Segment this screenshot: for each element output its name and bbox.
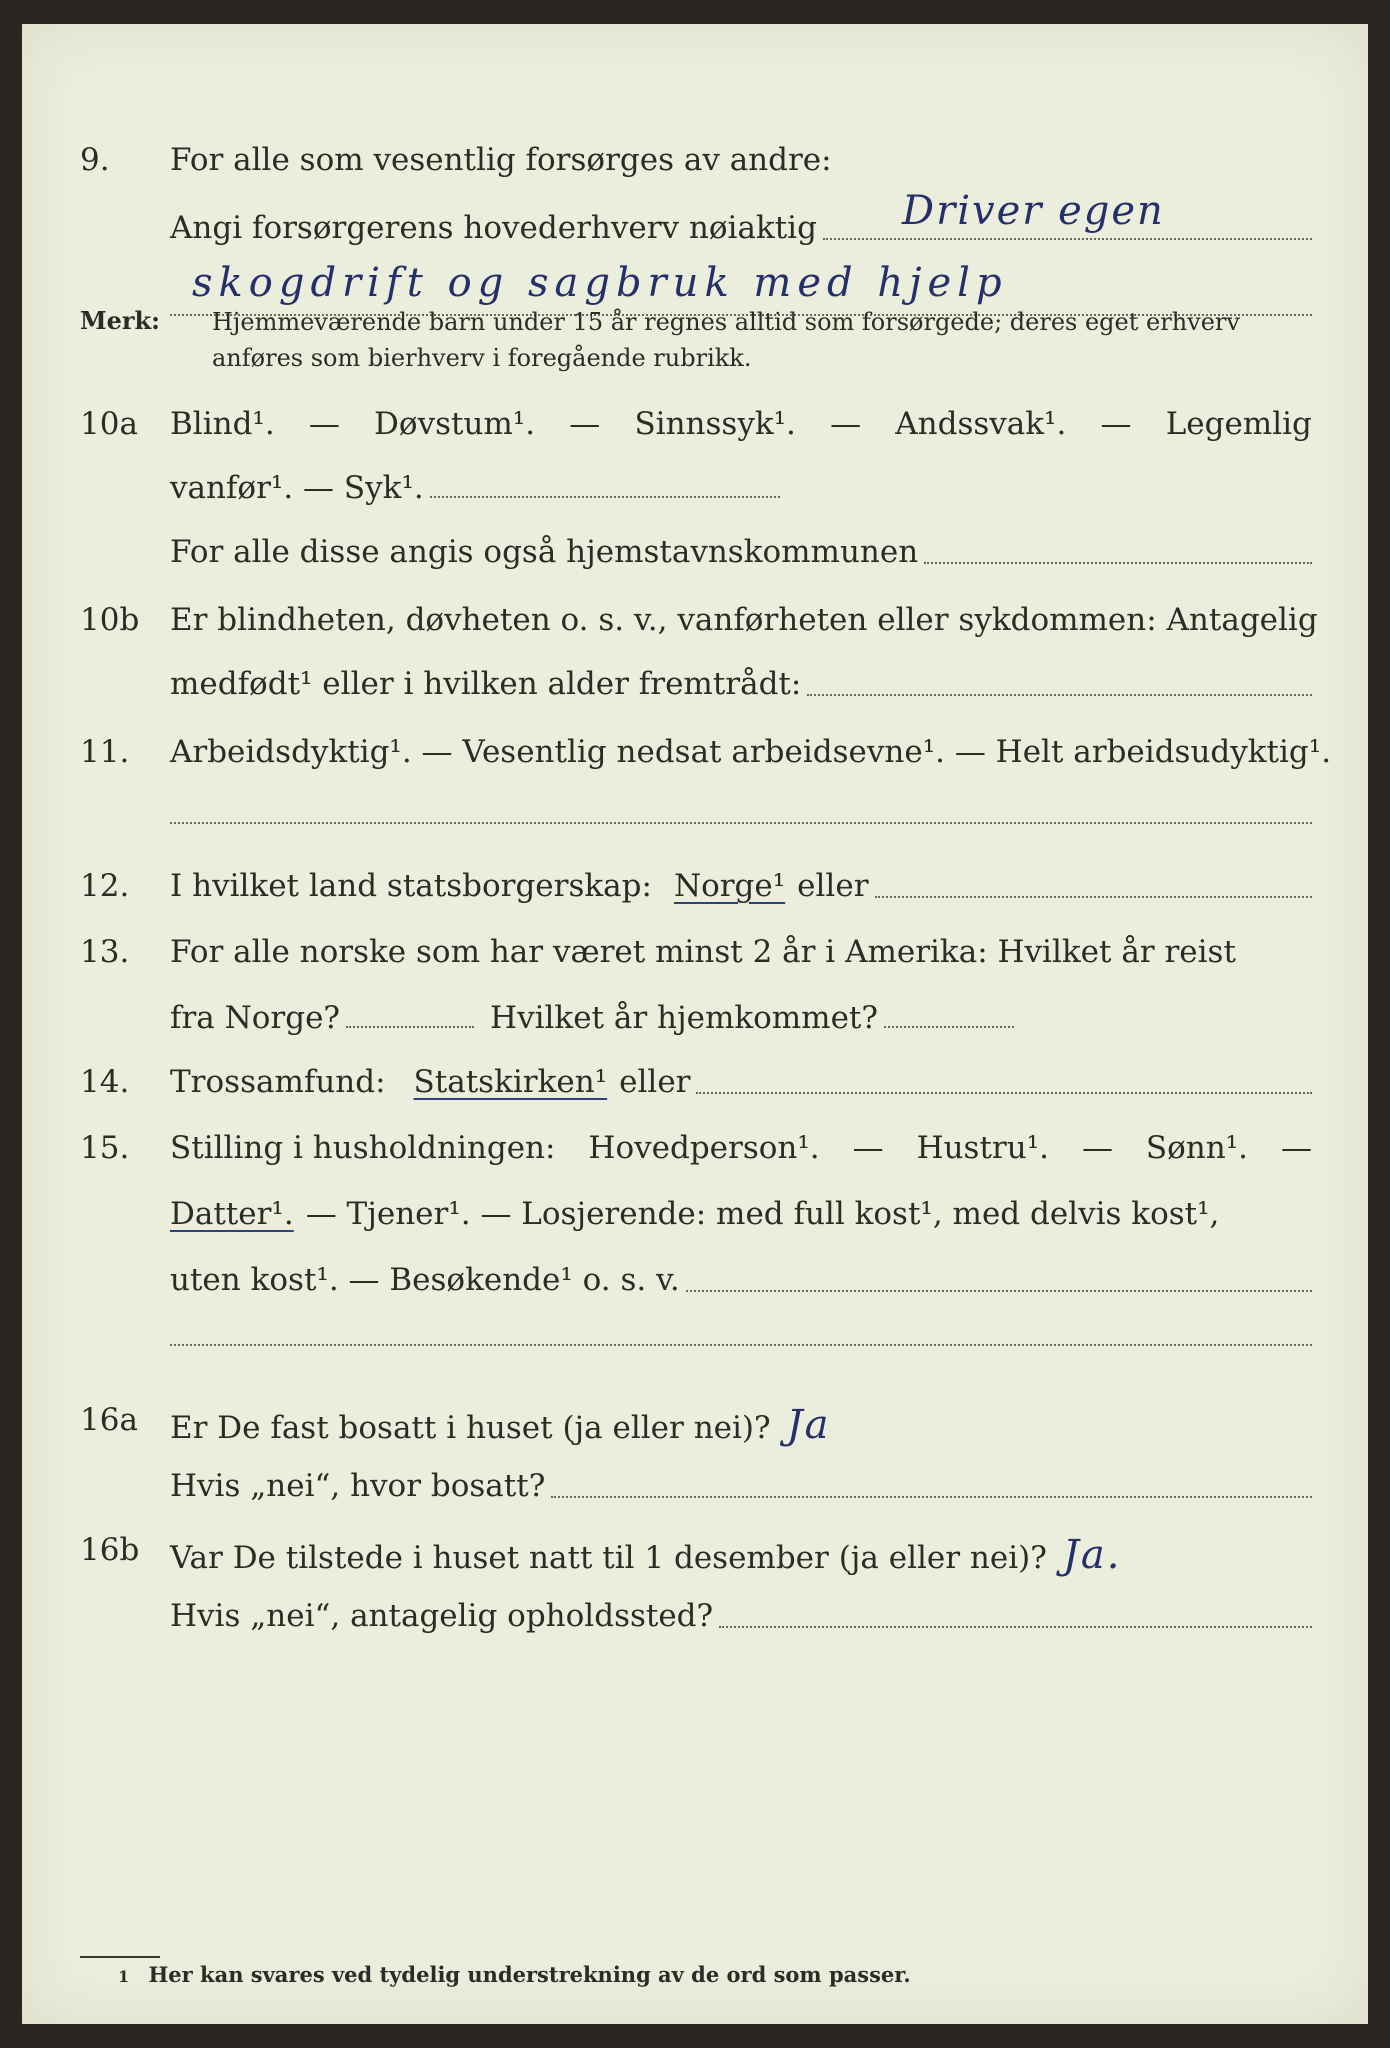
footnote-mark: 1 <box>118 1967 130 1986</box>
option-sinnssyk[interactable]: Sinnssyk¹. <box>634 406 796 442</box>
question-text: For alle norske som har været minst 2 år i Amerika: Hvilket år reist <box>170 934 1236 970</box>
question-11 <box>22 724 1368 784</box>
question-text: Er De fast bosatt i huset (ja eller nei)? <box>170 1410 771 1446</box>
household-position-options: Stilling i husholdningen: Hovedperson¹. — Hustru¹. — Sønn¹. — <box>170 1130 1312 1166</box>
question-number: 14. <box>80 1064 130 1100</box>
question-text: Var De tilstede i huset natt til 1 desember (ja eller nei)? <box>170 1540 1047 1576</box>
question-9 <box>22 132 1368 192</box>
field-label: Hvis „nei“, antagelig opholdssted? <box>170 1598 714 1634</box>
dotted-fill <box>170 1344 1312 1346</box>
question-16b <box>22 1522 1368 1582</box>
q10b-line2 <box>22 656 1368 716</box>
census-form-sheet <box>22 24 1368 2024</box>
question-number: 13. <box>80 934 130 970</box>
work-ability-options[interactable]: Arbeidsdyktig¹. — Vesentlig nedsat arbeidsevne¹. — Helt arbeidsudyktig¹. <box>170 734 1332 770</box>
note-text: anføres som bierhverv i foregående rubrikk. <box>212 344 752 372</box>
dotted-fill <box>924 562 1312 564</box>
question-13 <box>22 924 1368 984</box>
footnote-text: Her kan svares ved tydelig understrekning av de ord som passer. <box>148 1962 911 1987</box>
footnote-divider <box>80 1956 160 1958</box>
q15-line3 <box>22 1252 1368 1312</box>
dotted-fill <box>551 1496 1312 1498</box>
option-statskirken[interactable]: Statskirken¹ <box>413 1064 608 1100</box>
dotted-fill <box>884 1026 1014 1028</box>
q9-occupation-line <box>22 188 1368 260</box>
dotted-fill <box>346 1026 474 1028</box>
question-12: 12. I hvilket land statsborgerskap: Norge¹ eller <box>22 858 1368 918</box>
dotted-fill <box>823 238 1312 240</box>
field-label: For alle disse angis også hjemstavnskommunen <box>170 534 919 570</box>
question-number: 16b <box>80 1532 140 1568</box>
question-number: 12. <box>80 868 130 904</box>
q10a-line2 <box>22 460 1368 520</box>
dotted-fill <box>686 1290 1312 1292</box>
household-options-cont[interactable]: — Tjener¹. — Losjerende: med full kost¹, med delvis kost¹, <box>305 1196 1220 1232</box>
question-number: 10b <box>80 602 140 638</box>
dotted-fill <box>719 1626 1312 1628</box>
option-dovstum[interactable]: Døvstum¹. <box>374 406 536 442</box>
dotted-fill <box>696 1092 1312 1094</box>
question-15 <box>22 1120 1368 1180</box>
field-label: I hvilket land statsborgerskap: <box>170 868 652 904</box>
dotted-fill <box>875 896 1312 898</box>
option-sonn[interactable]: Sønn¹. <box>1145 1130 1249 1166</box>
question-14: 14. Trossamfund: Statskirken¹ eller <box>22 1054 1368 1114</box>
q16a-line2 <box>22 1458 1368 1518</box>
dotted-fill <box>170 822 1312 824</box>
question-number: 10a <box>80 406 138 442</box>
household-options-cont[interactable]: uten kost¹. — Besøkende¹ o. s. v. <box>170 1262 680 1298</box>
handwritten-answer[interactable]: Driver egen <box>902 188 1165 234</box>
question-number: 9. <box>80 142 110 178</box>
footnote <box>118 1962 911 1987</box>
option-vanfor-syk[interactable]: vanfør¹. — Syk¹. <box>170 470 424 506</box>
handwritten-answer[interactable]: Ja. <box>1062 1532 1122 1578</box>
question-text: Er blindheten, døvheten o. s. v., vanførheten eller sykdommen: Antagelig <box>170 602 1318 638</box>
option-datter[interactable]: Datter¹. <box>170 1196 294 1232</box>
field-label: Trossamfund: <box>170 1064 386 1100</box>
option-andssvak[interactable]: Andssvak¹. <box>895 406 1067 442</box>
condition-options: Blind¹. — Døvstum¹. — Sinnssyk¹. — Andssvak¹. — Legemlig <box>170 406 1312 442</box>
dotted-fill <box>430 496 780 498</box>
field-label: Hvis „nei“, hvor bosatt? <box>170 1468 546 1504</box>
field-label: Stilling i husholdningen: <box>170 1130 556 1166</box>
question-16a <box>22 1392 1368 1452</box>
field-label: medfødt¹ eller i hvilken alder fremtrådt: <box>170 666 802 702</box>
note-label: Merk: <box>80 306 160 335</box>
question-text: For alle som vesentlig forsørges av andre: <box>170 142 832 178</box>
q15-line2 <box>22 1186 1368 1246</box>
field-label: Hvilket år hjemkommet? <box>490 1000 879 1036</box>
question-number: 15. <box>80 1130 130 1166</box>
option-norge[interactable]: Norge¹ <box>673 868 786 904</box>
handwritten-answer[interactable]: Ja <box>786 1402 831 1448</box>
option-legemlig[interactable]: Legemlig <box>1165 406 1312 442</box>
question-number: 11. <box>80 734 130 770</box>
note-text: Hjemmeværende barn under 15 år regnes alltid som forsørgede; deres eget erhverv <box>212 308 1240 336</box>
option-blind[interactable]: Blind¹. <box>170 406 275 442</box>
question-number: 16a <box>80 1402 138 1438</box>
q13-line2 <box>22 990 1368 1050</box>
q10a-line3 <box>22 524 1368 584</box>
q16b-line2 <box>22 1588 1368 1648</box>
field-label: Angi forsørgerens hovederhverv nøiaktig <box>170 210 817 246</box>
field-label: fra Norge? <box>170 1000 341 1036</box>
option-hovedperson[interactable]: Hovedperson¹. <box>588 1130 820 1166</box>
question-10a <box>22 396 1368 456</box>
option-hustru[interactable]: Hustru¹. <box>916 1130 1049 1166</box>
handwritten-answer[interactable]: skogdrift og sagbruk med hjelp <box>192 260 1008 306</box>
question-10b <box>22 592 1368 652</box>
dotted-fill <box>807 694 1312 696</box>
